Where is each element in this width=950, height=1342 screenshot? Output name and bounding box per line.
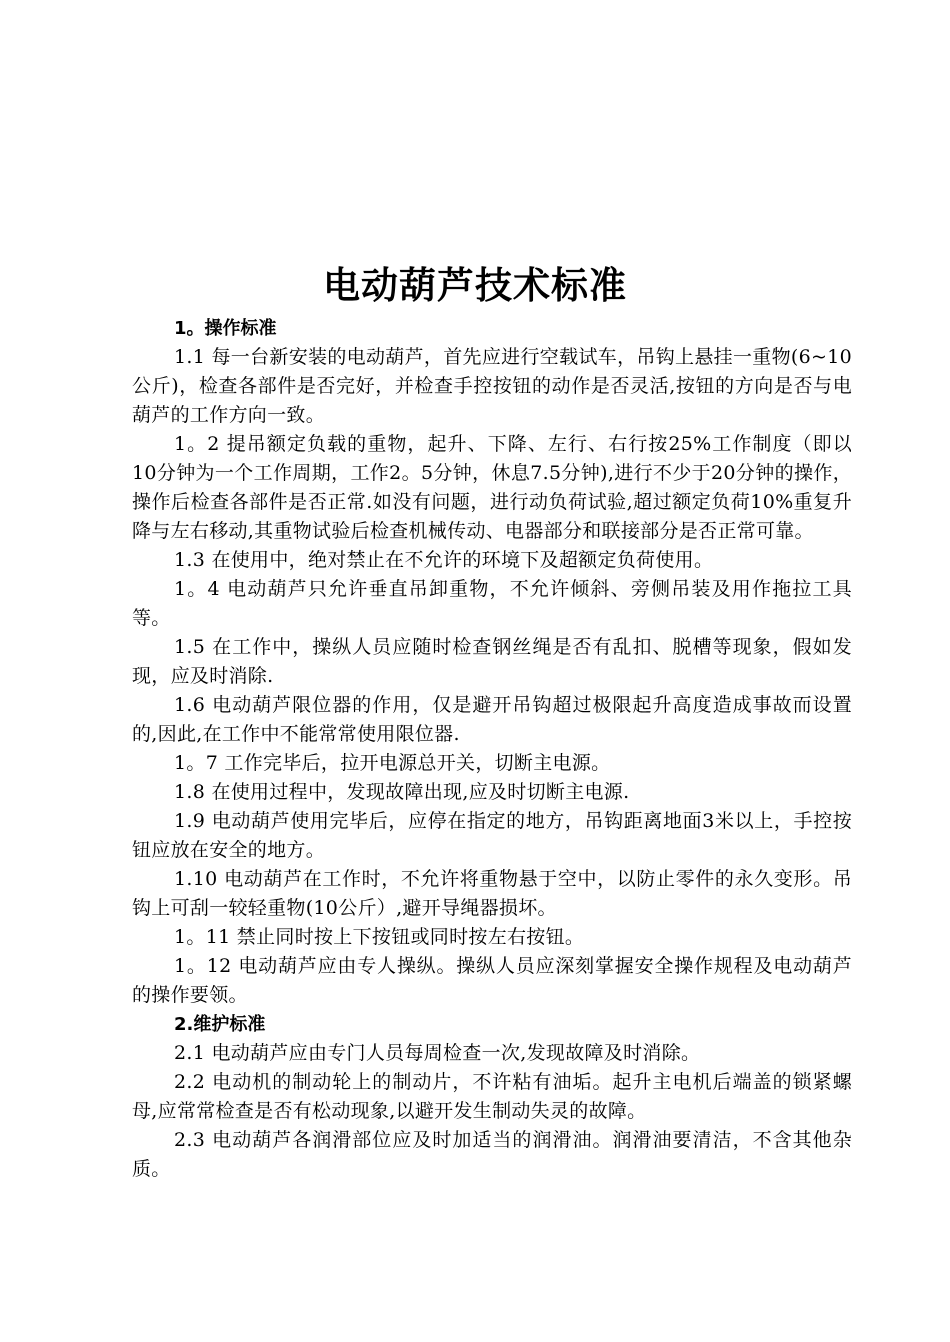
paragraph-1-3: 1.3 在使用中，绝对禁止在不允许的环境下及超额定负荷使用。 (174, 549, 714, 571)
paragraph-1-9: 1.9 电动葫芦使用完毕后，应停在指定的地方，吊钩距离地面3米以上，手控按钮应放在安全的地方。 (132, 810, 852, 861)
paragraph-2-2: 2.2 电动机的制动轮上的制动片，不许粘有油垢。起升主电机后端盖的锁紧螺母,应常常检查是否有松动现象,以避开发生制动失灵的故障。 (132, 1071, 852, 1122)
paragraph-2-1: 2.1 电动葫芦应由专门人员每周检查一次,发现故障及时消除。 (174, 1042, 701, 1064)
paragraph-1-7: 1。7 工作完毕后，拉开电源总开关，切断主电源。 (174, 752, 611, 774)
paragraph-1-8: 1.8 在使用过程中，发现故障出现,应及时切断主电源. (174, 781, 630, 803)
paragraph-2-3: 2.3 电动葫芦各润滑部位应及时加适当的润滑油。润滑油要清洁，不含其他杂质。 (132, 1129, 852, 1180)
section-heading-maintenance: 2.维护标准 (174, 1014, 266, 1035)
paragraph-1-2: 1。2 提吊额定负载的重物，起升、下降、左行、右行按25%工作制度（即以10分钟为一个工作周期，工作2。5分钟，休息7.5分钟),进行不少于20分钟的操作，操作后检查各部件是否正常.如没有问题，进行动负荷试验,超过额定负荷10%重复升降与左右移动,其重物试验后检查机械传动、电器部分和联接部分是否正常可靠。 (132, 433, 852, 542)
paragraph-1-6: 1.6 电动葫芦限位器的作用，仅是避开吊钩超过极限起升高度造成事故而设置的,因此,在工作中不能常常使用限位器. (132, 694, 852, 745)
paragraph-1-12: 1。12 电动葫芦应由专人操纵。操纵人员应深刻掌握安全操作规程及电动葫芦的操作要领。 (132, 955, 852, 1006)
paragraph-1-11: 1。11 禁止同时按上下按钮或同时按左右按钮。 (174, 926, 585, 948)
paragraph-1-10: 1.10 电动葫芦在工作时，不允许将重物悬于空中，以防止零件的永久变形。吊钩上可刮一较轻重物(10公斤）,避开导绳器损坏。 (132, 868, 852, 919)
document-title: 电动葫芦技术标准 (323, 264, 627, 307)
paragraph-1-4: 1。4 电动葫芦只允许垂直吊卸重物，不允许倾斜、旁侧吊装及用作拖拉工具等。 (132, 578, 852, 629)
section-heading-operation: 1。操作标准 (174, 318, 277, 339)
document-body (132, 314, 852, 1184)
paragraph-1-1: 1.1 每一台新安装的电动葫芦，首先应进行空载试车，吊钩上悬挂一重物(6~10公斤)，检查各部件是否完好，并检查手控按钮的动作是否灵活,按钮的方向是否与电葫芦的工作方向一致。 (132, 346, 852, 426)
paragraph-1-5: 1.5 在工作中，操纵人员应随时检查钢丝绳是否有乱扣、脱槽等现象，假如发现，应及时消除. (132, 636, 852, 687)
